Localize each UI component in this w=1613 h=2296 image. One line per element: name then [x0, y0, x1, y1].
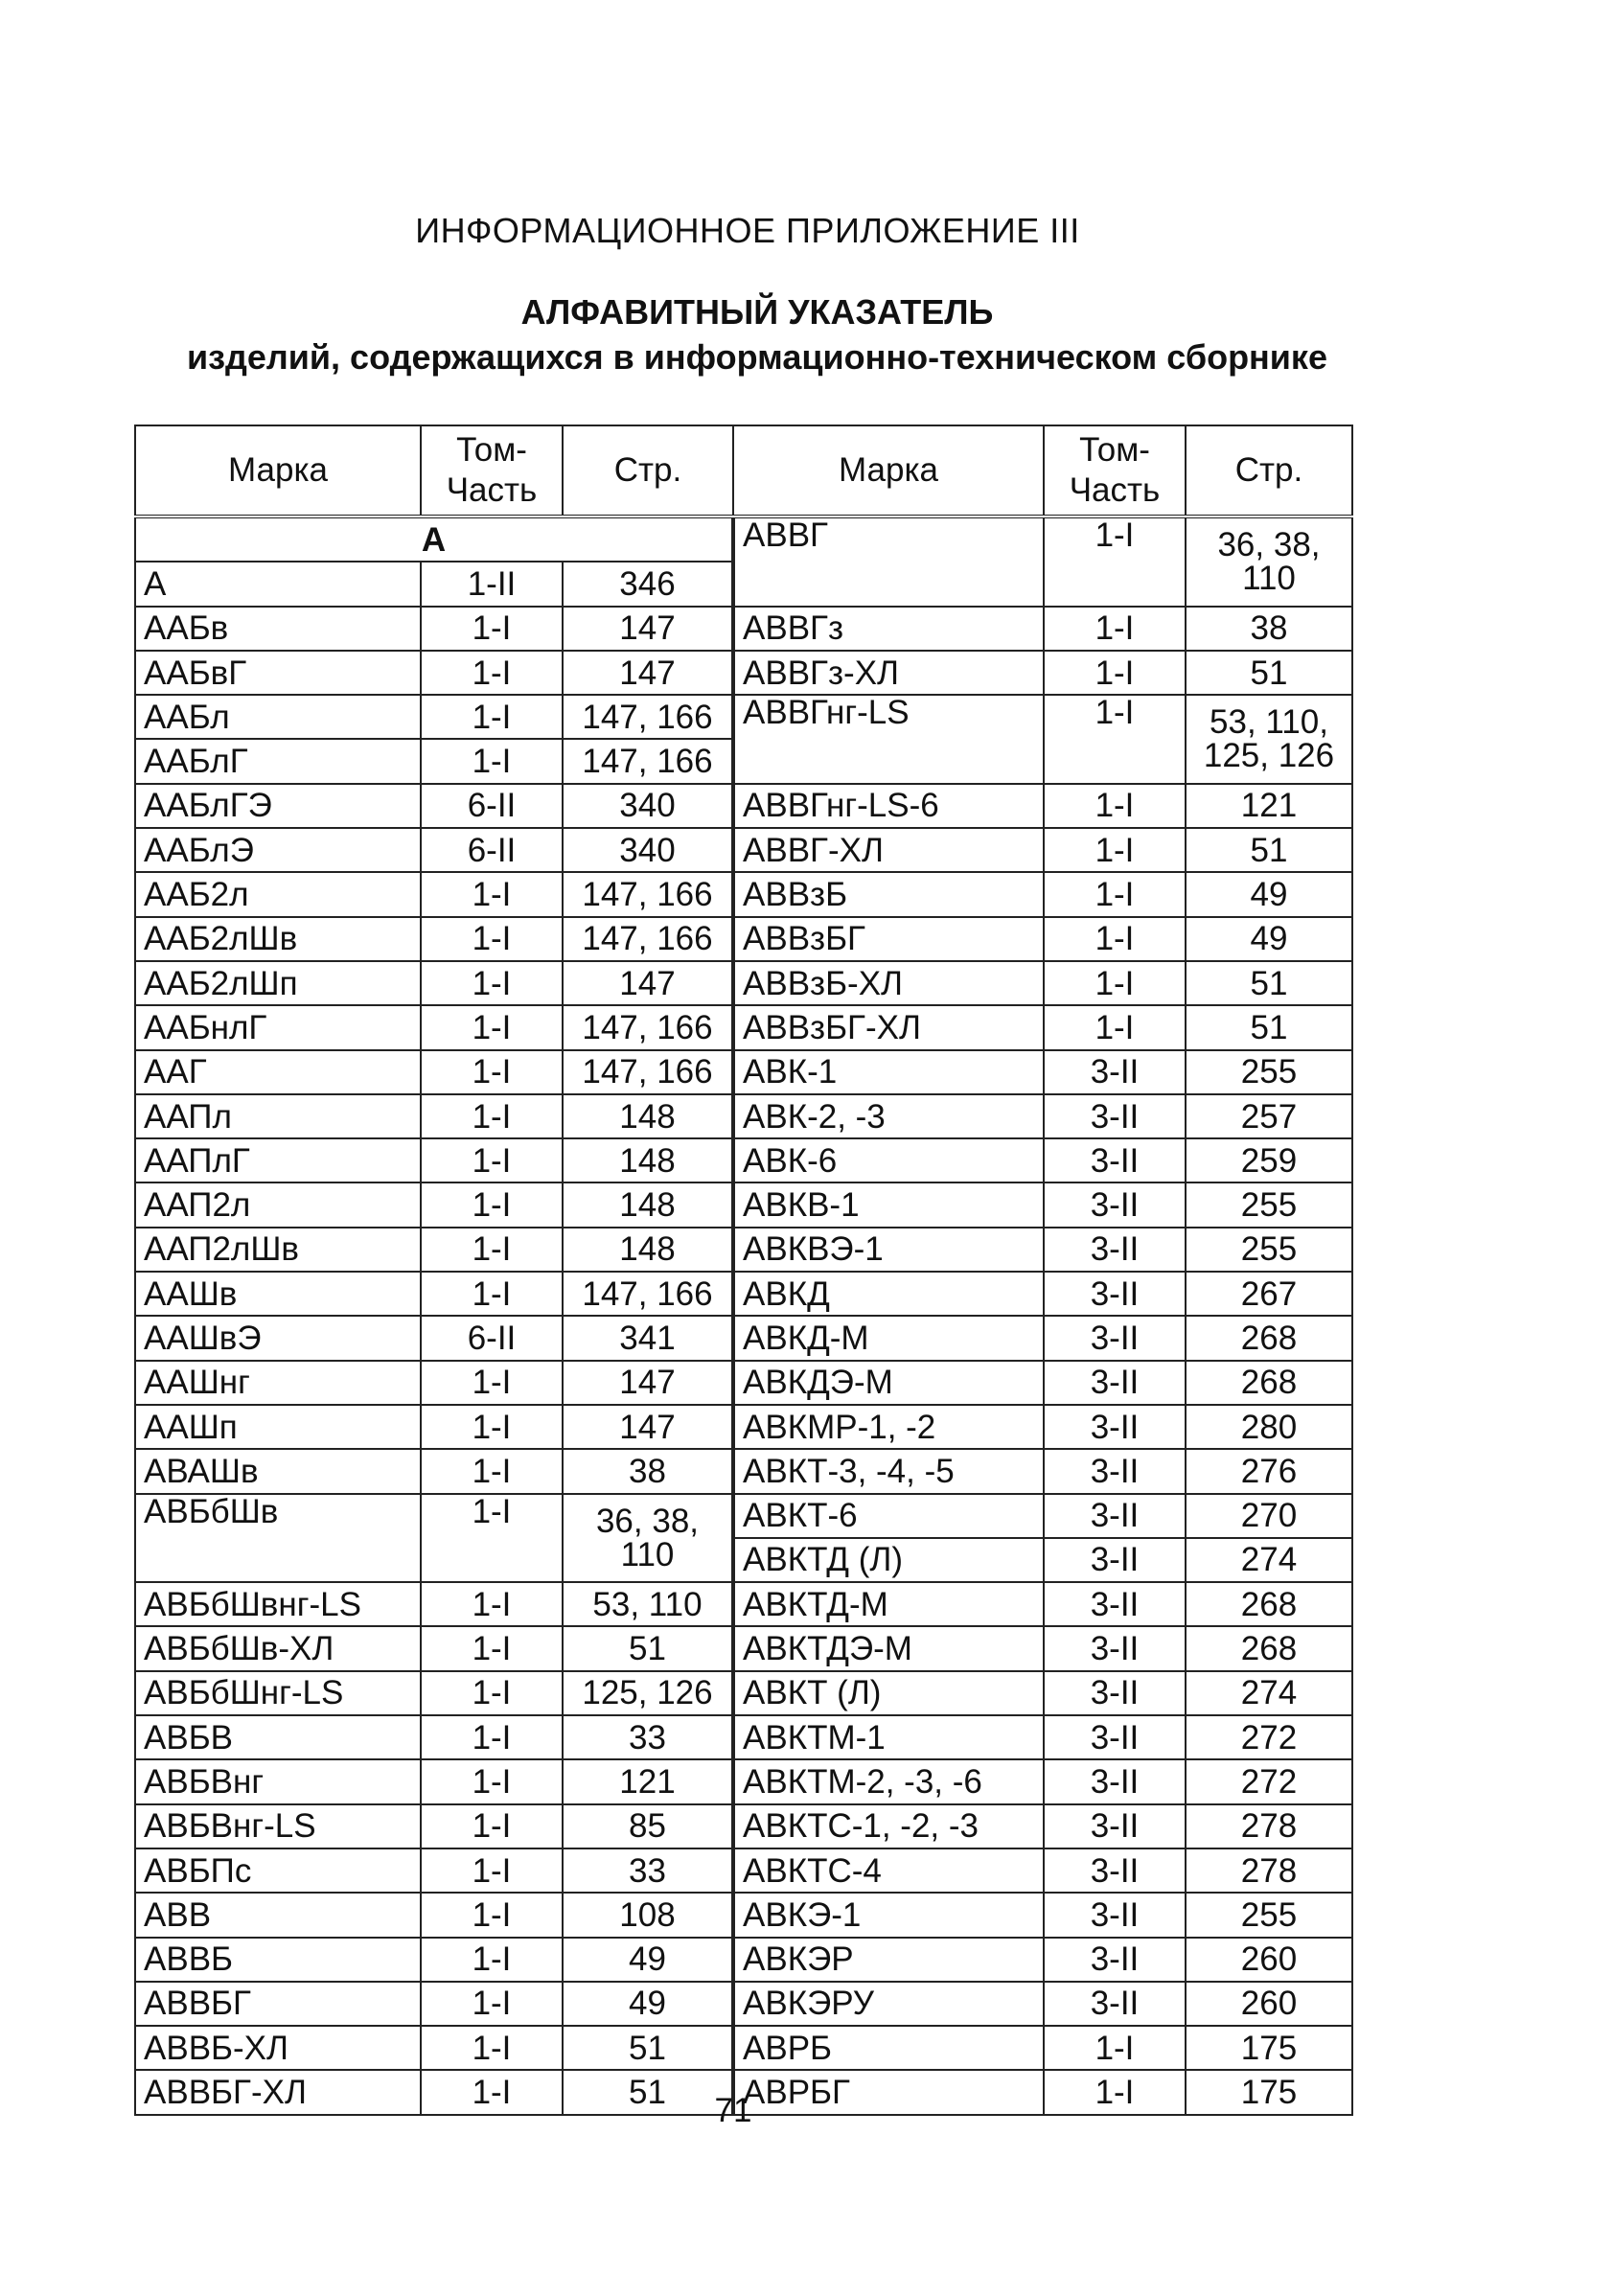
volume-cell: 1-I [421, 651, 563, 695]
index-title: АЛФАВИТНЫЙ УКАЗАТЕЛЬ [520, 292, 994, 332]
mark-cell: ААБл [135, 695, 421, 739]
table-row [135, 1094, 1352, 1138]
volume-cell: 1-I [421, 1094, 563, 1138]
table-row [135, 517, 1352, 562]
table-row [135, 828, 1352, 872]
table-row [135, 1494, 1352, 1538]
mark-cell: ААБвГ [135, 651, 421, 695]
volume-cell: 1-I [421, 1626, 563, 1670]
page-cell: 268 [1186, 1582, 1352, 1626]
page-cell: 278 [1186, 1804, 1352, 1848]
page-cell: 148 [563, 1138, 733, 1182]
mark-cell: АВКТД-М [733, 1582, 1044, 1626]
mark-cell: ААШнг [135, 1361, 421, 1405]
mark-cell: ААБ2лШп [135, 961, 421, 1005]
mark-cell: АВБВ [135, 1715, 421, 1759]
table-row [135, 1582, 1352, 1626]
page-cell: 121 [1186, 784, 1352, 828]
mark-cell: АВВГнг-LS [733, 695, 1044, 784]
volume-cell: 6-II [421, 784, 563, 828]
volume-cell: 3-II [1044, 1893, 1186, 1937]
volume-cell: 1-I [1044, 2026, 1186, 2070]
page-cell: 36, 38, 110 [1186, 517, 1352, 607]
mark-cell: АВБбШв [135, 1494, 421, 1583]
table-row [135, 1626, 1352, 1670]
table-row [135, 1938, 1352, 1982]
page-cell: 33 [563, 1848, 733, 1893]
table-row [135, 1982, 1352, 2026]
page-cell: 147 [563, 961, 733, 1005]
mark-cell: АВКТС-4 [733, 1848, 1044, 1893]
page-cell: 268 [1186, 1316, 1352, 1360]
page-cell: 175 [1186, 2070, 1352, 2114]
mark-cell: АВКД-М [733, 1316, 1044, 1360]
page-cell: 147 [563, 651, 733, 695]
page-cell: 268 [1186, 1626, 1352, 1670]
mark-cell: АВАШв [135, 1449, 421, 1493]
page-cell: 33 [563, 1715, 733, 1759]
volume-cell: 6-II [421, 1316, 563, 1360]
column-header-volume: Том- Часть [1044, 425, 1186, 517]
mark-cell: АВКТ-6 [733, 1494, 1044, 1538]
volume-cell: 3-II [1044, 1449, 1186, 1493]
page-number: 71 [714, 2092, 752, 2129]
mark-cell: АВК-1 [733, 1050, 1044, 1094]
mark-cell: АВВГ-ХЛ [733, 828, 1044, 872]
table-row [135, 2026, 1352, 2070]
table-row [135, 1715, 1352, 1759]
table-row [135, 1361, 1352, 1405]
table-row [135, 1272, 1352, 1316]
mark-cell: АВВБГ-ХЛ [135, 2070, 421, 2114]
volume-cell: 1-I [421, 1272, 563, 1316]
mark-cell: ААГ [135, 1050, 421, 1094]
mark-cell: ААБнлГ [135, 1005, 421, 1049]
volume-cell: 3-II [1044, 1671, 1186, 1715]
page-cell: 38 [563, 1449, 733, 1493]
page-cell: 148 [563, 1182, 733, 1227]
mark-cell: АВРБ [733, 2026, 1044, 2070]
mark-cell: АВКТДЭ-М [733, 1626, 1044, 1670]
volume-cell: 1-I [421, 1582, 563, 1626]
volume-cell: 1-I [421, 1893, 563, 1937]
volume-cell: 1-I [1044, 961, 1186, 1005]
mark-cell: АВВГ [733, 517, 1044, 607]
volume-cell: 1-I [1044, 695, 1186, 784]
volume-cell: 3-II [1044, 1759, 1186, 1803]
volume-cell: 3-II [1044, 1228, 1186, 1272]
page-cell: 53, 110 [563, 1582, 733, 1626]
page-cell: 49 [1186, 872, 1352, 916]
page-cell: 278 [1186, 1848, 1352, 1893]
alphabetical-index-table [134, 425, 1353, 2116]
table-row [135, 1405, 1352, 1449]
mark-cell: АВВзБГ-ХЛ [733, 1005, 1044, 1049]
page-cell: 147, 166 [563, 917, 733, 961]
page-cell: 147, 166 [563, 872, 733, 916]
mark-cell: АВКВЭ-1 [733, 1228, 1044, 1272]
table-row [135, 1050, 1352, 1094]
index-subtitle: изделий, содержащихся в информационно-техническом сборнике [187, 337, 1327, 377]
table-header-row [135, 425, 1352, 517]
section-letter: А [135, 517, 733, 562]
volume-cell: 1-II [421, 562, 563, 606]
volume-cell: 1-I [421, 1361, 563, 1405]
mark-cell: АВКЭР [733, 1938, 1044, 1982]
page-cell: 49 [1186, 917, 1352, 961]
mark-cell: АВВГз [733, 607, 1044, 651]
page-cell: 125, 126 [563, 1671, 733, 1715]
mark-cell: ААБ2лШв [135, 917, 421, 961]
volume-cell: 1-I [421, 1050, 563, 1094]
page-cell: 270 [1186, 1494, 1352, 1538]
page-cell: 147, 166 [563, 739, 733, 783]
page-cell: 147, 166 [563, 1050, 733, 1094]
page-cell: 108 [563, 1893, 733, 1937]
volume-cell: 3-II [1044, 1582, 1186, 1626]
table-row [135, 1759, 1352, 1803]
volume-cell: 1-I [421, 1982, 563, 2026]
page-cell: 346 [563, 562, 733, 606]
table-row [135, 695, 1352, 739]
mark-cell: АВКТ (Л) [733, 1671, 1044, 1715]
page-cell: 274 [1186, 1538, 1352, 1582]
mark-cell: АВБПс [135, 1848, 421, 1893]
page-cell: 51 [1186, 651, 1352, 695]
table-row [135, 1228, 1352, 1272]
page-cell: 51 [563, 1626, 733, 1670]
mark-cell: АВВзБ [733, 872, 1044, 916]
page-cell: 255 [1186, 1182, 1352, 1227]
table-row [135, 1182, 1352, 1227]
volume-cell: 1-I [421, 739, 563, 783]
mark-cell: АВКТД (Л) [733, 1538, 1044, 1582]
volume-cell: 1-I [421, 1138, 563, 1182]
page-cell: 280 [1186, 1405, 1352, 1449]
volume-cell: 3-II [1044, 1804, 1186, 1848]
volume-cell: 1-I [421, 1405, 563, 1449]
volume-cell: 3-II [1044, 1715, 1186, 1759]
mark-cell: ААБлЭ [135, 828, 421, 872]
volume-cell: 3-II [1044, 1094, 1186, 1138]
table-row [135, 917, 1352, 961]
table-row [135, 961, 1352, 1005]
page-cell: 51 [1186, 961, 1352, 1005]
column-header-page: Стр. [1186, 425, 1352, 517]
page-cell: 272 [1186, 1759, 1352, 1803]
volume-cell: 1-I [421, 1005, 563, 1049]
page-cell: 268 [1186, 1361, 1352, 1405]
column-header-volume: Том- Часть [421, 425, 563, 517]
mark-cell: ААШвЭ [135, 1316, 421, 1360]
volume-cell: 1-I [1044, 517, 1186, 607]
mark-cell: АВКД [733, 1272, 1044, 1316]
mark-cell: АВВБ [135, 1938, 421, 1982]
page-cell: 341 [563, 1316, 733, 1360]
mark-cell: А [135, 562, 421, 606]
page-cell: 257 [1186, 1094, 1352, 1138]
mark-cell: АВБВнг-LS [135, 1804, 421, 1848]
volume-cell: 1-I [1044, 1005, 1186, 1049]
page-cell: 272 [1186, 1715, 1352, 1759]
volume-cell: 3-II [1044, 1938, 1186, 1982]
table-row [135, 1848, 1352, 1893]
volume-cell: 1-I [421, 1449, 563, 1493]
volume-cell: 1-I [421, 1759, 563, 1803]
volume-cell: 3-II [1044, 1626, 1186, 1670]
page-cell: 85 [563, 1804, 733, 1848]
mark-cell: АВБбШвнг-LS [135, 1582, 421, 1626]
mark-cell: АВВзБ-ХЛ [733, 961, 1044, 1005]
page-cell: 276 [1186, 1449, 1352, 1493]
page-cell: 147, 166 [563, 1272, 733, 1316]
mark-cell: ААШв [135, 1272, 421, 1316]
mark-cell: ААП2лШв [135, 1228, 421, 1272]
appendix-heading: ИНФОРМАЦИОННОЕ ПРИЛОЖЕНИЕ III [415, 211, 1080, 250]
table-row [135, 1449, 1352, 1493]
page-cell: 147 [563, 1405, 733, 1449]
volume-cell: 1-I [1044, 607, 1186, 651]
table-row [135, 1316, 1352, 1360]
mark-cell: АВБбШв-ХЛ [135, 1626, 421, 1670]
page-cell: 259 [1186, 1138, 1352, 1182]
mark-cell: АВВБГ [135, 1982, 421, 2026]
page-cell: 147 [563, 607, 733, 651]
volume-cell: 1-I [1044, 784, 1186, 828]
mark-cell: ААПл [135, 1094, 421, 1138]
page-cell: 175 [1186, 2026, 1352, 2070]
table-row [135, 1804, 1352, 1848]
mark-cell: АВБбШнг-LS [135, 1671, 421, 1715]
page-cell: 121 [563, 1759, 733, 1803]
page-cell: 147, 166 [563, 1005, 733, 1049]
volume-cell: 3-II [1044, 1982, 1186, 2026]
page-cell: 147 [563, 1361, 733, 1405]
page-cell: 267 [1186, 1272, 1352, 1316]
volume-cell: 3-II [1044, 1182, 1186, 1227]
page-cell: 255 [1186, 1228, 1352, 1272]
page-cell: 51 [563, 2026, 733, 2070]
volume-cell: 1-I [421, 961, 563, 1005]
mark-cell: АВКЭ-1 [733, 1893, 1044, 1937]
page-cell: 148 [563, 1228, 733, 1272]
table-row [135, 1005, 1352, 1049]
mark-cell: ААПлГ [135, 1138, 421, 1182]
page-cell: 147, 166 [563, 695, 733, 739]
page-cell: 51 [1186, 1005, 1352, 1049]
mark-cell: АВВГнг-LS-6 [733, 784, 1044, 828]
mark-cell: ААП2л [135, 1182, 421, 1227]
mark-cell: АВВГз-ХЛ [733, 651, 1044, 695]
mark-cell: АВК-6 [733, 1138, 1044, 1182]
volume-cell: 1-I [421, 872, 563, 916]
mark-cell: ААШп [135, 1405, 421, 1449]
volume-cell: 1-I [421, 607, 563, 651]
volume-cell: 1-I [1044, 872, 1186, 916]
volume-cell: 1-I [421, 1848, 563, 1893]
volume-cell: 3-II [1044, 1316, 1186, 1360]
page-cell: 36, 38, 110 [563, 1494, 733, 1583]
mark-cell: АВРБГ [733, 2070, 1044, 2114]
mark-cell: АВКТМ-2, -3, -6 [733, 1759, 1044, 1803]
column-header-page: Стр. [563, 425, 733, 517]
volume-cell: 1-I [421, 1938, 563, 1982]
mark-cell: ААБлГЭ [135, 784, 421, 828]
mark-cell: АВВ [135, 1893, 421, 1937]
mark-cell: АВБВнг [135, 1759, 421, 1803]
volume-cell: 1-I [1044, 2070, 1186, 2114]
volume-cell: 3-II [1044, 1405, 1186, 1449]
volume-cell: 3-II [1044, 1848, 1186, 1893]
volume-cell: 1-I [421, 1715, 563, 1759]
mark-cell: АВКТМ-1 [733, 1715, 1044, 1759]
mark-cell: АВКДЭ-М [733, 1361, 1044, 1405]
mark-cell: АВКТ-3, -4, -5 [733, 1449, 1044, 1493]
mark-cell: ААБлГ [135, 739, 421, 783]
table-row [135, 1671, 1352, 1715]
volume-cell: 1-I [421, 1494, 563, 1583]
volume-cell: 1-I [421, 1182, 563, 1227]
table-row [135, 607, 1352, 651]
volume-cell: 1-I [1044, 651, 1186, 695]
page-cell: 255 [1186, 1893, 1352, 1937]
page-cell: 340 [563, 784, 733, 828]
page-cell: 51 [563, 2070, 733, 2114]
page-cell: 260 [1186, 1938, 1352, 1982]
page-cell: 38 [1186, 607, 1352, 651]
column-header-mark: Марка [733, 425, 1044, 517]
page-cell: 340 [563, 828, 733, 872]
mark-cell: АВВзБГ [733, 917, 1044, 961]
page-cell: 49 [563, 1938, 733, 1982]
volume-cell: 3-II [1044, 1494, 1186, 1538]
volume-cell: 1-I [421, 917, 563, 961]
volume-cell: 3-II [1044, 1272, 1186, 1316]
volume-cell: 6-II [421, 828, 563, 872]
table-row [135, 784, 1352, 828]
volume-cell: 1-I [421, 1804, 563, 1848]
volume-cell: 1-I [421, 2026, 563, 2070]
column-header-mark: Марка [135, 425, 421, 517]
volume-cell: 3-II [1044, 1138, 1186, 1182]
mark-cell: ААБв [135, 607, 421, 651]
table-row [135, 1893, 1352, 1937]
page-cell: 274 [1186, 1671, 1352, 1715]
mark-cell: АВКМР-1, -2 [733, 1405, 1044, 1449]
volume-cell: 3-II [1044, 1361, 1186, 1405]
page-cell: 255 [1186, 1050, 1352, 1094]
mark-cell: АВК-2, -3 [733, 1094, 1044, 1138]
mark-cell: АВКЭРУ [733, 1982, 1044, 2026]
volume-cell: 1-I [1044, 917, 1186, 961]
page-cell: 148 [563, 1094, 733, 1138]
page-cell: 49 [563, 1982, 733, 2026]
table-row [135, 651, 1352, 695]
table-row [135, 1138, 1352, 1182]
mark-cell: АВКВ-1 [733, 1182, 1044, 1227]
volume-cell: 1-I [421, 2070, 563, 2114]
page-cell: 53, 110, 125, 126 [1186, 695, 1352, 784]
volume-cell: 1-I [421, 1671, 563, 1715]
mark-cell: АВВБ-ХЛ [135, 2026, 421, 2070]
volume-cell: 3-II [1044, 1050, 1186, 1094]
page-cell: 260 [1186, 1982, 1352, 2026]
volume-cell: 1-I [421, 695, 563, 739]
page-cell: 51 [1186, 828, 1352, 872]
volume-cell: 1-I [421, 1228, 563, 1272]
volume-cell: 3-II [1044, 1538, 1186, 1582]
volume-cell: 1-I [1044, 828, 1186, 872]
mark-cell: ААБ2л [135, 872, 421, 916]
mark-cell: АВКТС-1, -2, -3 [733, 1804, 1044, 1848]
table-row [135, 872, 1352, 916]
